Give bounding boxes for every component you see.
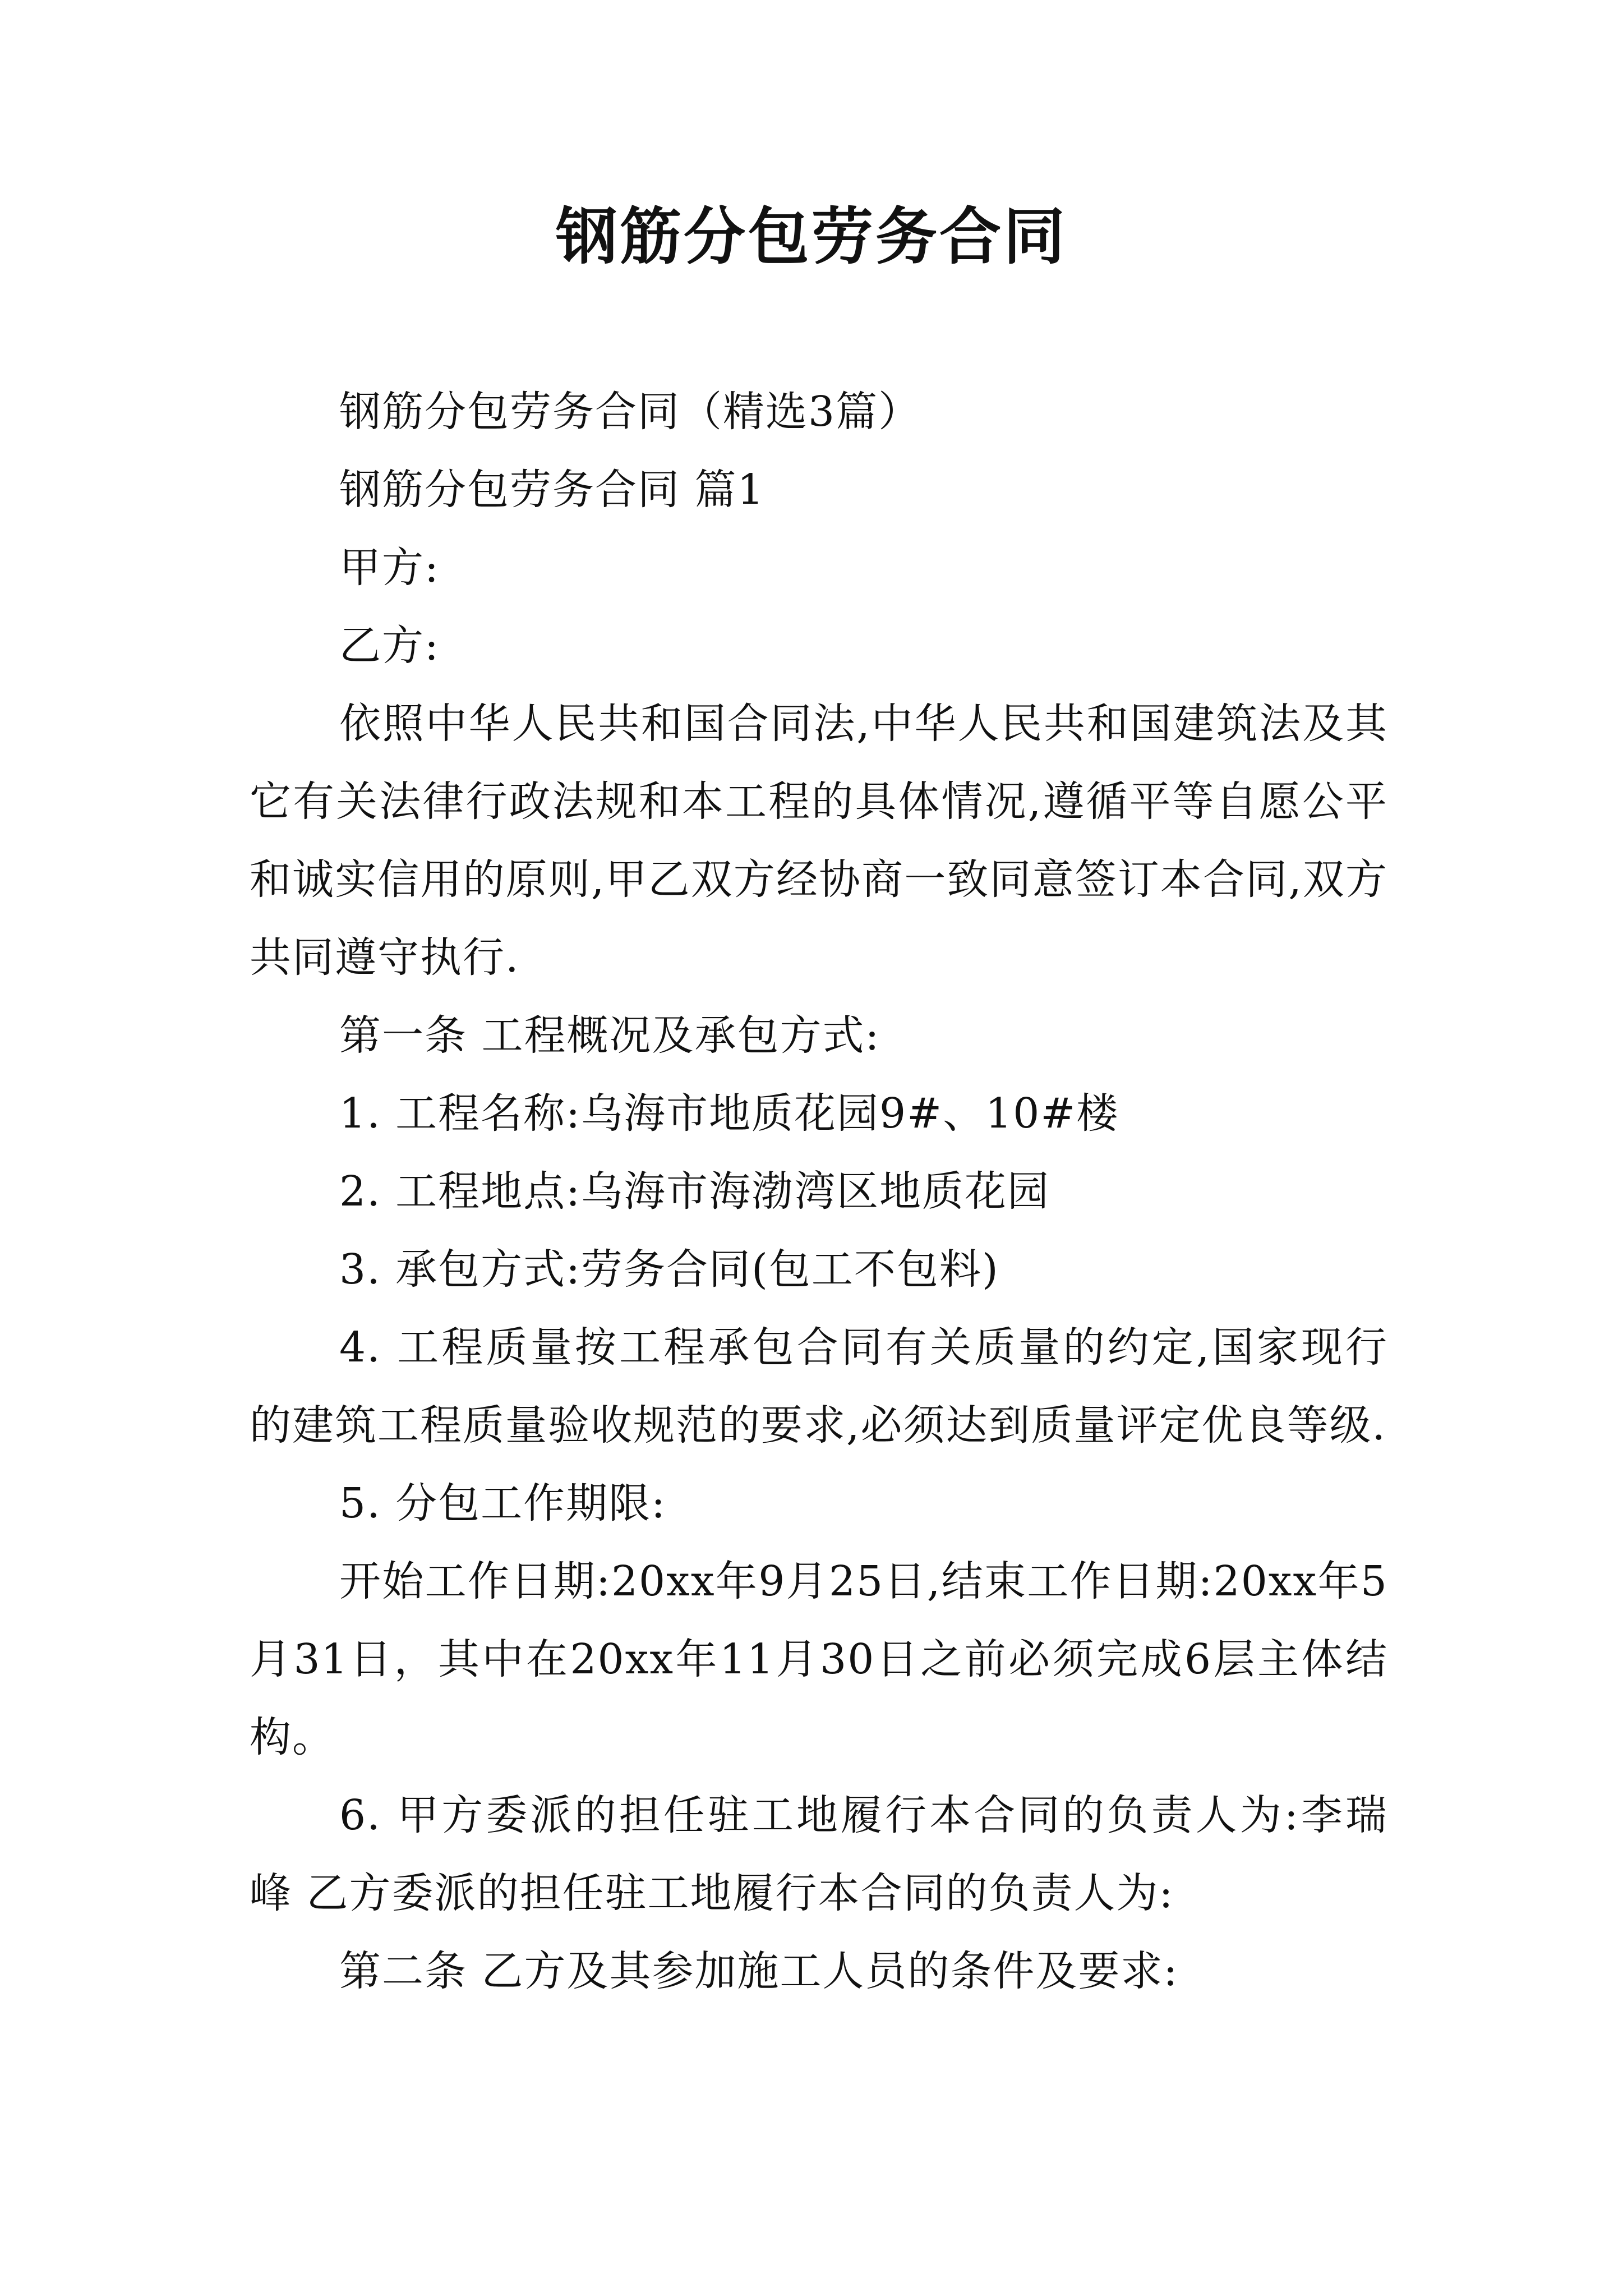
- document-title: 钢筋分包劳务合同: [556, 200, 1067, 273]
- paragraph-preamble: 依照中华人民共和国合同法,中华人民共和国建筑法及其它有关法律行政法规和本工程的具体情况,遵循平等自愿公平和诚实信用的原则,甲乙双方经协商一致同意签订本合同,双方共同遵守执行.: [250, 700, 1388, 982]
- paragraph-project-name: 1. 工程名称:乌海市地质花园9#、10#楼: [339, 1089, 1119, 1138]
- paragraph-party-a: 甲方:: [339, 544, 440, 592]
- paragraph-heading-selection: 钢筋分包劳务合同（精选3篇）: [339, 388, 921, 436]
- paragraph-work-period: 5. 分包工作期限:: [339, 1479, 667, 1527]
- paragraph-quality: 4. 工程质量按工程承包合同有关质量的约定,国家现行的建筑工程质量验收规范的要求,必须达到质量评定优良等级.: [250, 1323, 1388, 1450]
- paragraph-responsible-persons: 6. 甲方委派的担任驻工地履行本合同的负责人为:李瑞峰 乙方委派的担任驻工地履行本合同的负责人为:: [250, 1791, 1388, 1917]
- paragraph-project-location: 2. 工程地点:乌海市海渤湾区地质花园: [339, 1167, 1050, 1216]
- document-body: [250, 373, 1388, 2010]
- paragraph-article-1: 第一条 工程概况及承包方式:: [339, 1011, 880, 1060]
- paragraph-dates: 开始工作日期:20xx年9月25日,结束工作日期:20xx年5月31日，其中在20xx年11月30日之前必须完成6层主体结构。: [250, 1557, 1388, 1761]
- paragraph-article-2: 第二条 乙方及其参加施工人员的条件及要求:: [339, 1947, 1179, 1995]
- paragraph-party-b: 乙方:: [339, 622, 440, 670]
- paragraph-heading-part-1: 钢筋分包劳务合同 篇1: [339, 466, 765, 514]
- paragraph-contract-mode: 3. 承包方式:劳务合同(包工不包料): [339, 1245, 999, 1294]
